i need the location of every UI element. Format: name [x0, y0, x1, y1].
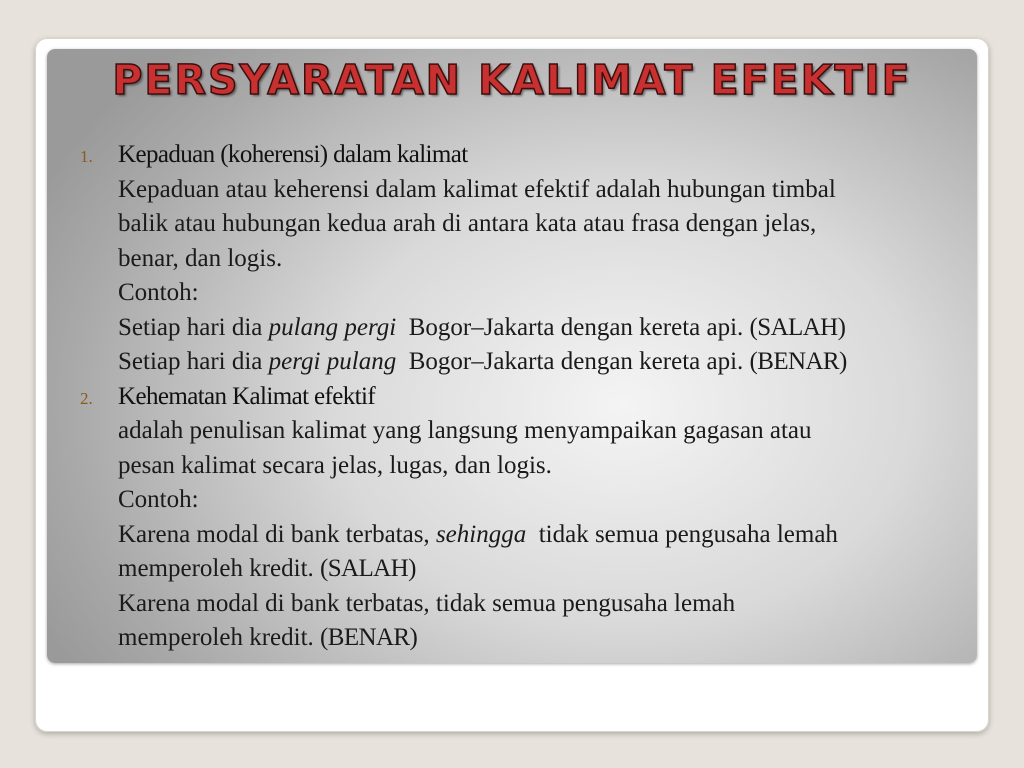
example-sentence-correct-line1: Karena modal di bank terbatas, tidak semua pengusaha lemah: [118, 589, 736, 617]
item-heading: Kepaduan (koherensi) dalam kalimat: [118, 141, 468, 168]
verdict-label: (SALAH): [749, 313, 846, 341]
example-text: Bogor–Jakarta dengan kereta api.: [396, 348, 750, 375]
example-text: tidak semua pengusaha lemah: [526, 520, 838, 548]
body-line: adalah penulisan kalimat yang langsung menyampaikan gagasan atau: [118, 417, 812, 444]
body-line: balik atau hubungan kedua arah di antara kata atau frasa dengan jelas,: [118, 210, 817, 237]
example-emphasis: pergi pulang: [268, 348, 397, 375]
example-emphasis: pulang pergi: [268, 313, 397, 341]
slide-title: PERSYARATAN KALIMAT EFEKTIF: [112, 56, 912, 104]
example-text: Setiap hari dia: [118, 348, 269, 375]
item-number: 1.: [80, 147, 93, 166]
example-text: memperoleh kredit.: [118, 624, 321, 651]
example-sentence-wrong-line1: [118, 518, 965, 553]
example-text: Setiap hari dia: [118, 313, 269, 341]
item-number: 2.: [80, 388, 93, 408]
verdict-label: (BENAR): [749, 348, 847, 375]
example-text: Bogor–Jakarta dengan kereta api.: [396, 313, 750, 341]
body-line: pesan kalimat secara jelas, lugas, dan logis.: [118, 451, 552, 479]
verdict-label: (SALAH): [320, 555, 416, 582]
example-sentence-correct-line2: [118, 621, 965, 656]
body-line: benar, dan logis.: [118, 244, 283, 272]
example-text: memperoleh kredit.: [118, 555, 321, 582]
item-heading: Kehematan Kalimat efektif: [118, 382, 376, 410]
list-item-1: [80, 138, 965, 380]
example-emphasis: sehingga: [435, 520, 527, 548]
list-item-2: [80, 380, 965, 656]
verdict-label: (BENAR): [320, 624, 418, 651]
example-label: Contoh:: [118, 486, 199, 513]
slide-content: [80, 138, 965, 656]
example-sentence-correct: [118, 345, 965, 380]
example-text: Karena modal di bank terbatas,: [118, 520, 436, 548]
example-sentence-wrong: [118, 311, 965, 346]
example-sentence-wrong-line2: [118, 552, 965, 587]
body-line: Kepaduan atau keherensi dalam kalimat efektif adalah hubungan timbal: [118, 175, 836, 203]
example-label: Contoh:: [118, 279, 199, 306]
